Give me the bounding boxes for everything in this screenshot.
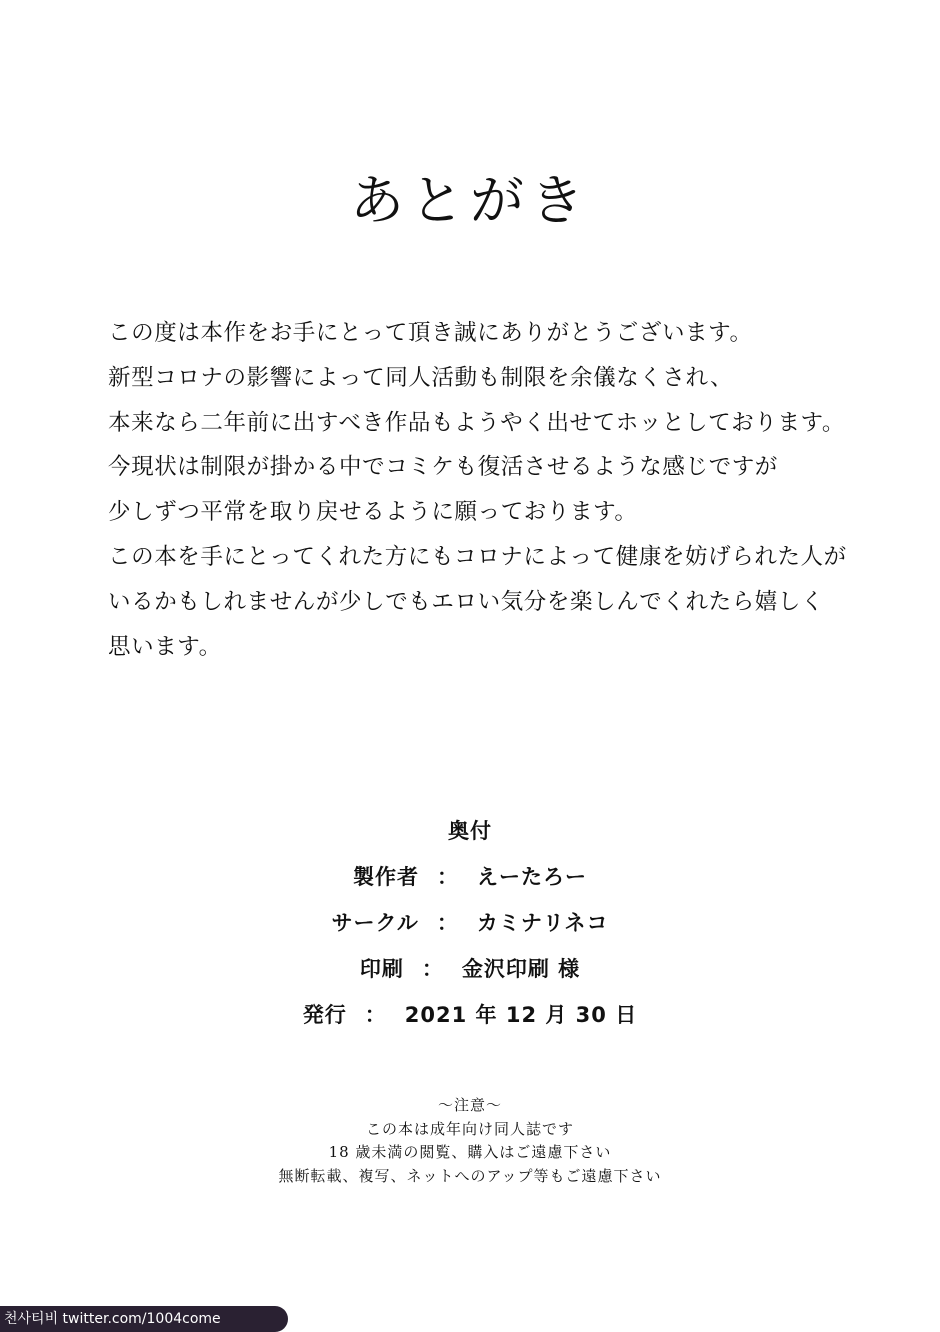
watermark-banner: 천사티비 twitter.com/1004come bbox=[0, 1306, 288, 1332]
colophon-author-row bbox=[0, 860, 940, 906]
afterword-line: 少しずつ平常を取り戻せるように願っております。 bbox=[108, 499, 638, 526]
notice-line: 無断転載、複写、ネットへのアップ等もご遠慮下さい bbox=[278, 1166, 662, 1185]
printer-label: 印刷 bbox=[359, 957, 404, 981]
afterword-line: 本来なら二年前に出すべき作品もようやく出せてホッとしております。 bbox=[108, 409, 845, 436]
afterword-body bbox=[108, 318, 898, 676]
circle-value: カミナリネコ bbox=[476, 911, 609, 935]
printer-value: 金沢印刷 様 bbox=[461, 957, 581, 981]
circle-label: サークル bbox=[331, 911, 419, 935]
afterword-line: 思います。 bbox=[108, 633, 222, 660]
colophon bbox=[0, 814, 940, 1044]
issued-value: 2021 年 12 月 30 日 bbox=[404, 1003, 638, 1027]
author-label: 製作者 bbox=[353, 865, 419, 889]
colophon-issued-row bbox=[0, 998, 940, 1044]
colophon-circle-row bbox=[0, 906, 940, 952]
issued-label: 発行 bbox=[302, 1003, 347, 1027]
afterword-line: 新型コロナの影響によって同人活動も制限を余儀なくされ、 bbox=[108, 364, 734, 391]
author-value: えーたろー bbox=[477, 865, 587, 889]
notice-heading: 〜注意〜 bbox=[437, 1096, 502, 1114]
separator: ： bbox=[436, 911, 459, 935]
afterword-line: 今現状は制限が掛かる中でコミケも復活させるような感じですが bbox=[108, 454, 778, 481]
colophon-heading: 奥付 bbox=[448, 819, 492, 843]
colophon-printer-row bbox=[0, 952, 940, 998]
afterword-line: この本を手にとってくれた方にもコロナによって健康を妨げられた人が bbox=[108, 543, 847, 570]
notice-line: 18 歳未満の閲覧、購入はご遠慮下さい bbox=[328, 1143, 612, 1161]
afterword-line: この度は本作をお手にとって頂き誠にありがとうございます。 bbox=[108, 320, 753, 346]
notice-block bbox=[0, 1094, 940, 1188]
separator: ： bbox=[364, 1003, 387, 1027]
page-title: あとがき bbox=[350, 169, 590, 232]
separator: ： bbox=[437, 865, 459, 889]
notice-line: この本は成年向け同人誌です bbox=[365, 1119, 574, 1138]
separator: ： bbox=[421, 957, 444, 981]
afterword-line: いるかもしれませんが少しでもエロい気分を楽しんでくれたら嬉しく bbox=[108, 588, 825, 615]
